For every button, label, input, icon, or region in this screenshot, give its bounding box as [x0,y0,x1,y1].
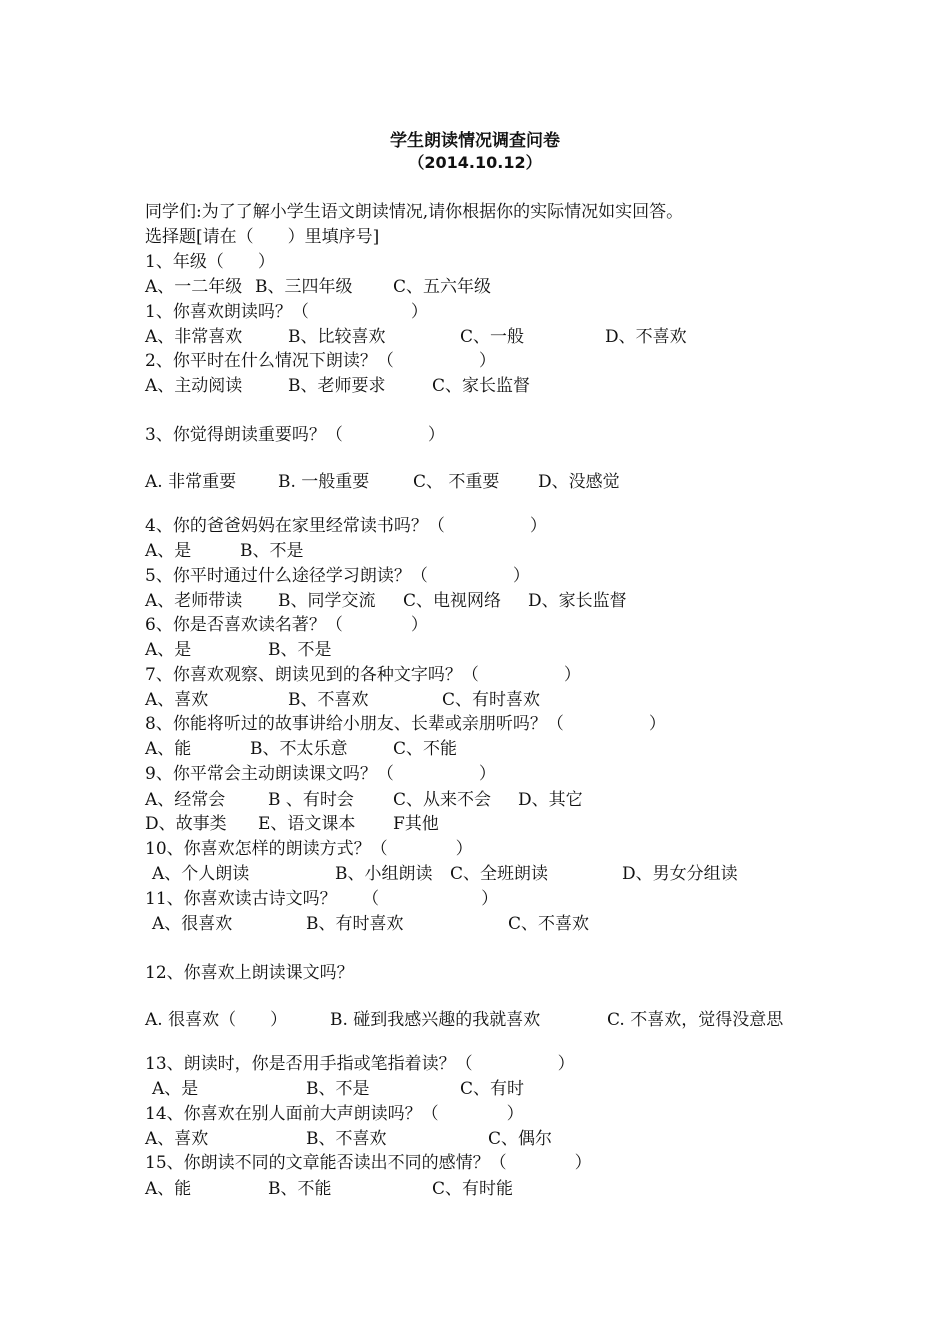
option: C、五六年级 [393,277,492,297]
option: A、一二年级 [145,277,243,297]
option: E、语文课本 [258,814,356,834]
question-grade: 1、年级（ ） [145,252,275,272]
question-15: 15、你朗读不同的文章能否读出不同的感情？（ ） [145,1153,592,1173]
option: D、没感觉 [538,472,620,492]
question-2: 2、你平时在什么情况下朗读？（ ） [145,351,496,371]
question-9: 9、你平常会主动朗读课文吗？（ ） [145,764,496,784]
option: B. 碰到我感兴趣的我就喜欢 [330,1010,541,1030]
page-title: 学生朗读情况调查问卷 [390,131,560,151]
question-6: 6、你是否喜欢读名著？（ ） [145,615,428,635]
question-5: 5、你平时通过什么途径学习朗读？（ ） [145,566,530,586]
option: B、不喜欢 [288,690,369,710]
option: A、老师带读 [145,591,243,611]
option: A. 很喜欢（ ） [145,1010,288,1030]
option: A、喜欢 [145,1129,209,1149]
question-3: 3、你觉得朗读重要吗？（ ） [145,425,445,445]
instruction-text: 选择题[请在（ ）里填序号] [145,227,380,247]
option: A、非常喜欢 [145,327,243,347]
option: A、很喜欢 [152,914,233,934]
question-10: 10、你喜欢怎样的朗读方式？（ ） [145,839,473,859]
option: D、不喜欢 [605,327,687,347]
question-7: 7、你喜欢观察、朗读见到的各种文字吗？（ ） [145,665,581,685]
option: C、家长监督 [432,376,531,396]
option: A、主动阅读 [145,376,243,396]
option: B、不是 [306,1079,370,1099]
option: C、有时喜欢 [442,690,541,710]
option: C、 不重要 [413,472,500,492]
question-13: 13、朗读时，你是否用手指或笔指着读？（ ） [145,1054,575,1074]
option: B、不喜欢 [306,1129,387,1149]
question-8: 8、你能将听过的故事讲给小朋友、长辈或亲朋听吗？（ ） [145,714,666,734]
option: B、不是 [240,541,304,561]
option: C、不能 [393,739,458,759]
option: C、有时能 [432,1179,514,1199]
option: A、是 [152,1079,199,1099]
option: C、不喜欢 [508,914,590,934]
option: B、不能 [268,1179,332,1199]
question-12: 12、你喜欢上朗读课文吗？ [145,963,354,983]
option: B、有时喜欢 [306,914,404,934]
option: A、能 [145,1179,192,1199]
option: A、是 [145,640,192,660]
option: B、同学交流 [278,591,376,611]
option: B、三四年级 [255,277,353,297]
question-4: 4、你的爸爸妈妈在家里经常读书吗？（ ） [145,516,547,536]
option: D、家长监督 [528,591,627,611]
option: C、全班朗读 [450,864,549,884]
option: C、一般 [460,327,525,347]
survey-date: （2014.10.12） [408,153,542,172]
option: C. 不喜欢，觉得没意思 [607,1010,784,1030]
option: A、经常会 [145,790,226,810]
option: C、从来不会 [393,790,492,810]
option: A、个人朗读 [152,864,250,884]
option: C、电视网络 [403,591,502,611]
option: A、是 [145,541,192,561]
option: D、故事类 [145,814,227,834]
option: B 、有时会 [268,790,354,810]
option: B、小组朗读 [335,864,433,884]
option: A、能 [145,739,192,759]
option: D、其它 [518,790,583,810]
option: D、男女分组读 [622,864,738,884]
option: B、比较喜欢 [288,327,386,347]
question-1: 1、你喜欢朗读吗？（ ） [145,302,428,322]
intro-text: 同学们:为了了解小学生语文朗读情况,请你根据你的实际情况如实回答。 [145,202,684,222]
option: F其他 [393,814,439,834]
option: A. 非常重要 [145,472,237,492]
option: B、不太乐意 [250,739,348,759]
option: A、喜欢 [145,690,209,710]
option: C、有时 [460,1079,525,1099]
option: B. 一般重要 [278,472,370,492]
question-11: 11、你喜欢读古诗文吗？ （ ） [145,889,499,909]
option: C、偶尔 [488,1129,553,1149]
option: B、老师要求 [288,376,386,396]
question-14: 14、你喜欢在别人面前大声朗读吗？（ ） [145,1104,524,1124]
option: B、不是 [268,640,332,660]
